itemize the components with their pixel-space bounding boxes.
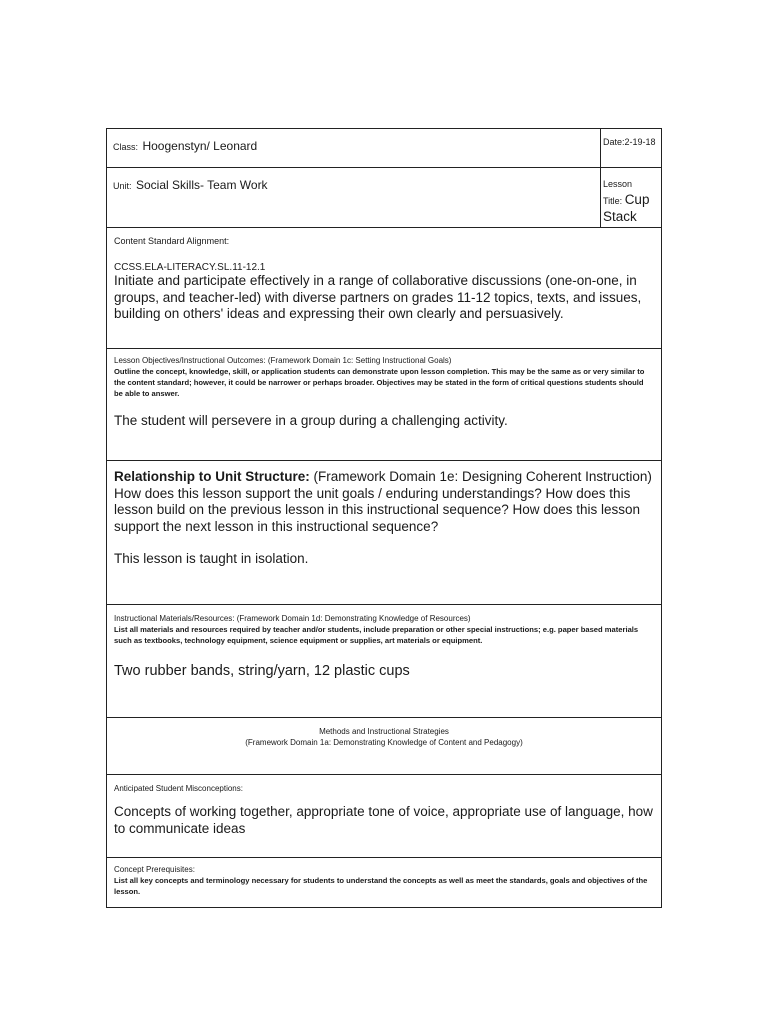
date-cell	[600, 129, 661, 167]
date-label: Date:	[603, 137, 625, 147]
lesson-plan-table	[106, 128, 662, 908]
unit-row	[107, 167, 661, 227]
relationship-questions: How does this lesson support the unit goals / enduring understandings? How does this lesson build on the previous lesson in this instructional sequence? How does this lesson support the next lesson in this instructional sequence?	[114, 485, 641, 534]
lesson-title-value-2: Stack	[603, 209, 637, 224]
misconceptions-row	[107, 774, 661, 857]
relationship-heading	[114, 469, 654, 486]
prerequisites-heading: Concept Prerequisites:	[114, 865, 195, 874]
class-value: Hoogenstyn/ Leonard	[142, 139, 258, 153]
objectives-heading: Lesson Objectives/Instructional Outcomes: (Framework Domain 1c: Setting Instructional Goals)	[114, 356, 452, 365]
unit-cell	[107, 168, 600, 227]
prerequisites-row	[107, 857, 661, 907]
objectives-row	[107, 348, 661, 460]
relationship-row	[107, 460, 661, 604]
methods-subheading: (Framework Domain 1a: Demonstrating Knowledge of Content and Pedagogy)	[245, 738, 523, 747]
class-row	[107, 129, 661, 167]
relationship-heading-rest: (Framework Domain 1e: Designing Coherent Instruction)	[309, 469, 652, 484]
methods-heading: Methods and Instructional Strategies	[319, 727, 449, 736]
relationship-heading-bold: Relationship to Unit Structure:	[114, 469, 310, 484]
content-standard-row	[107, 227, 661, 348]
class-label: Class:	[113, 142, 139, 152]
content-standard-heading: Content Standard Alignment:	[114, 236, 230, 246]
lesson-title-cell	[600, 168, 661, 227]
materials-instructions: List all materials and resources required by teacher and/or students, include preparation or other special instructions; e.g. paper based materials such as textbooks, technology equipment, science equipment or supplies, art materials or equipment.	[114, 625, 639, 645]
lesson-title-value-1: Cup	[624, 192, 650, 207]
misconceptions-heading: Anticipated Student Misconceptions:	[114, 784, 243, 793]
standard-code: CCSS.ELA-LITERACY.SL.11-12.1	[114, 262, 266, 273]
relationship-text: This lesson is taught in isolation.	[114, 551, 309, 566]
objectives-instructions: Outline the concept, knowledge, skill, or application students can demonstrate upon lesson completion. This may be the same as or very similar to the content standard; however, it could be narrower or perhaps broader. Objectives may be stated in the form of critical questions students should be able to answer.	[114, 367, 645, 398]
misconceptions-text: Concepts of working together, appropriate tone of voice, appropriate use of language, how to communicate ideas	[114, 804, 653, 836]
lesson-label: Lesson	[603, 179, 633, 189]
methods-row	[107, 717, 661, 774]
prerequisites-instructions: List all key concepts and terminology necessary for students to understand the concepts as well as meet the standards, goals and objectives of the lesson.	[114, 876, 648, 896]
standard-text: Initiate and participate effectively in a range of collaborative discussions (one-on-one, in groups, and teacher-led) with diverse partners on grades 11-12 topics, texts, and issues, building on others' ideas and expressing their own clearly and persuasively.	[114, 273, 642, 321]
title-label: Title:	[603, 196, 623, 206]
class-cell	[107, 129, 600, 167]
materials-heading: Instructional Materials/Resources: (Framework Domain 1d: Demonstrating Knowledge of Resources)	[114, 614, 471, 623]
objectives-text: The student will persevere in a group during a challenging activity.	[114, 413, 508, 428]
materials-row	[107, 604, 661, 717]
materials-text: Two rubber bands, string/yarn, 12 plastic cups	[114, 663, 410, 679]
unit-label: Unit:	[113, 181, 132, 191]
date-value: 2-19-18	[624, 137, 656, 147]
unit-value: Social Skills- Team Work	[135, 178, 268, 192]
